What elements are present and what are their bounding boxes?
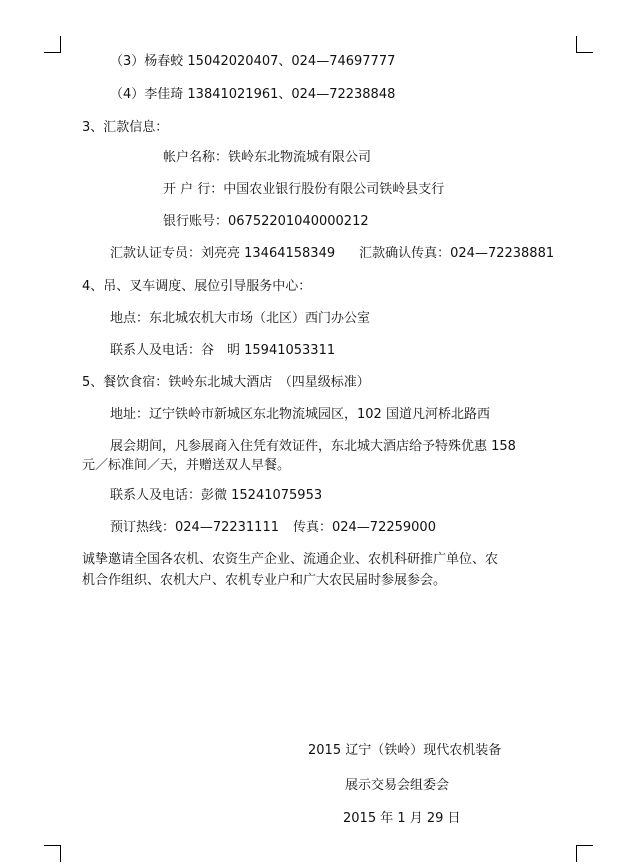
organizer-line-2: 展示交易会组委会 — [345, 778, 450, 793]
crop-mark-bottom-right — [576, 845, 593, 862]
remittance-fax: 汇款确认传真：024—72238881 — [359, 246, 555, 261]
invitation-line-1: 诚挚邀请全国各农机、农资生产企业、流通企业、农机科研推广单位、农 — [82, 552, 499, 567]
contact-line-3: （3）杨春蛟 15042020407、024—74697777 — [110, 54, 396, 69]
crop-mark-top-left — [44, 36, 61, 53]
signature-date: 2015 年 1 月 29 日 — [343, 811, 461, 826]
service-location: 地点：东北城农机大市场（北区）西门办公室 — [110, 311, 371, 326]
section-3-heading: 3、汇款信息： — [82, 120, 169, 135]
section-5-heading: 5、餐饮食宿：铁岭东北城大酒店 （四星级标准） — [82, 375, 370, 390]
hotel-fax: 传真：024—72259000 — [292, 520, 436, 535]
remittance-specialist: 汇款认证专员：刘亮亮 13464158349 — [110, 246, 336, 261]
hotel-booking — [110, 520, 436, 536]
account-name: 帐户名称：铁岭东北物流城有限公司 — [163, 150, 372, 165]
crop-mark-bottom-left — [44, 845, 61, 862]
hotel-hotline: 预订热线：024—72231111 — [110, 520, 279, 535]
contact-line-4: （4）李佳琦 13841021961、024—72238848 — [110, 87, 396, 102]
bank-name: 开 户 行：中国农业银行股份有限公司铁岭县支行 — [163, 182, 445, 197]
crop-mark-top-right — [576, 36, 593, 53]
service-contact: 联系人及电话：谷 明 15941053311 — [110, 343, 336, 358]
organizer-line-1: 2015 辽宁（铁岭）现代农机装备 — [308, 743, 502, 758]
hotel-address: 地址：辽宁铁岭市新城区东北物流城园区，102 国道凡河桥北路西 — [110, 407, 490, 422]
remittance-contact — [110, 246, 554, 262]
hotel-offer-line-2: 元／标准间／天，并赠送双人早餐。 — [82, 458, 291, 473]
invitation-line-2: 机合作组织、农机大户、农机专业户和广大农民届时参展参会。 — [82, 573, 447, 588]
hotel-offer-line-1: 展会期间，凡参展商入住凭有效证件，东北城大酒店给予特殊优惠 158 — [110, 439, 516, 454]
section-4-heading: 4、吊、叉车调度、展位引导服务中心： — [82, 279, 312, 294]
account-number: 银行账号：06752201040000212 — [163, 214, 369, 229]
hotel-contact: 联系人及电话：彭微 15241075953 — [110, 488, 323, 503]
